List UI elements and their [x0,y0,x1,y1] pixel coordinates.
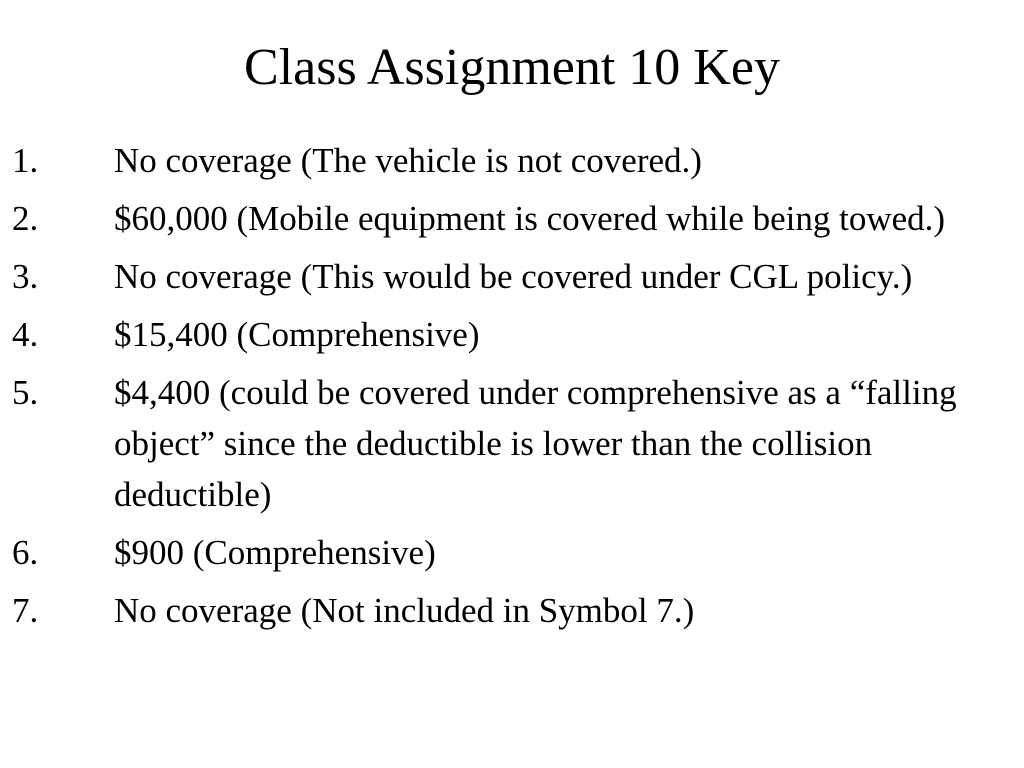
answer-list [12,135,1012,643]
item-text: $15,400 (Comprehensive) [114,315,480,354]
item-number: 4. [12,315,39,354]
slide-title: Class Assignment 10 Key [244,39,780,96]
item-number: 2. [12,199,39,238]
item-number: 5. [12,373,39,412]
item-number: 7. [12,591,39,630]
item-text: $4,400 (could be covered under comprehensive as a “falling object” since the deductible is lower than the collision deductible) [114,373,957,514]
answer-item-1 [12,135,1012,186]
answer-item-6 [12,527,1012,578]
answer-item-2 [12,193,1012,244]
item-text: No coverage (The vehicle is not covered.) [114,141,702,180]
item-number: 6. [12,533,39,572]
answer-item-3 [12,251,1012,302]
item-number: 1. [12,141,39,180]
item-text: $60,000 (Mobile equipment is covered while being towed.) [114,199,946,238]
item-text: $900 (Comprehensive) [114,533,436,572]
item-number: 3. [12,257,39,296]
item-text: No coverage (This would be covered under CGL policy.) [114,257,913,296]
answer-item-7 [12,585,1012,636]
answer-item-4 [12,309,1012,360]
item-text: No coverage (Not included in Symbol 7.) [114,591,695,630]
answer-item-5 [12,367,1012,520]
